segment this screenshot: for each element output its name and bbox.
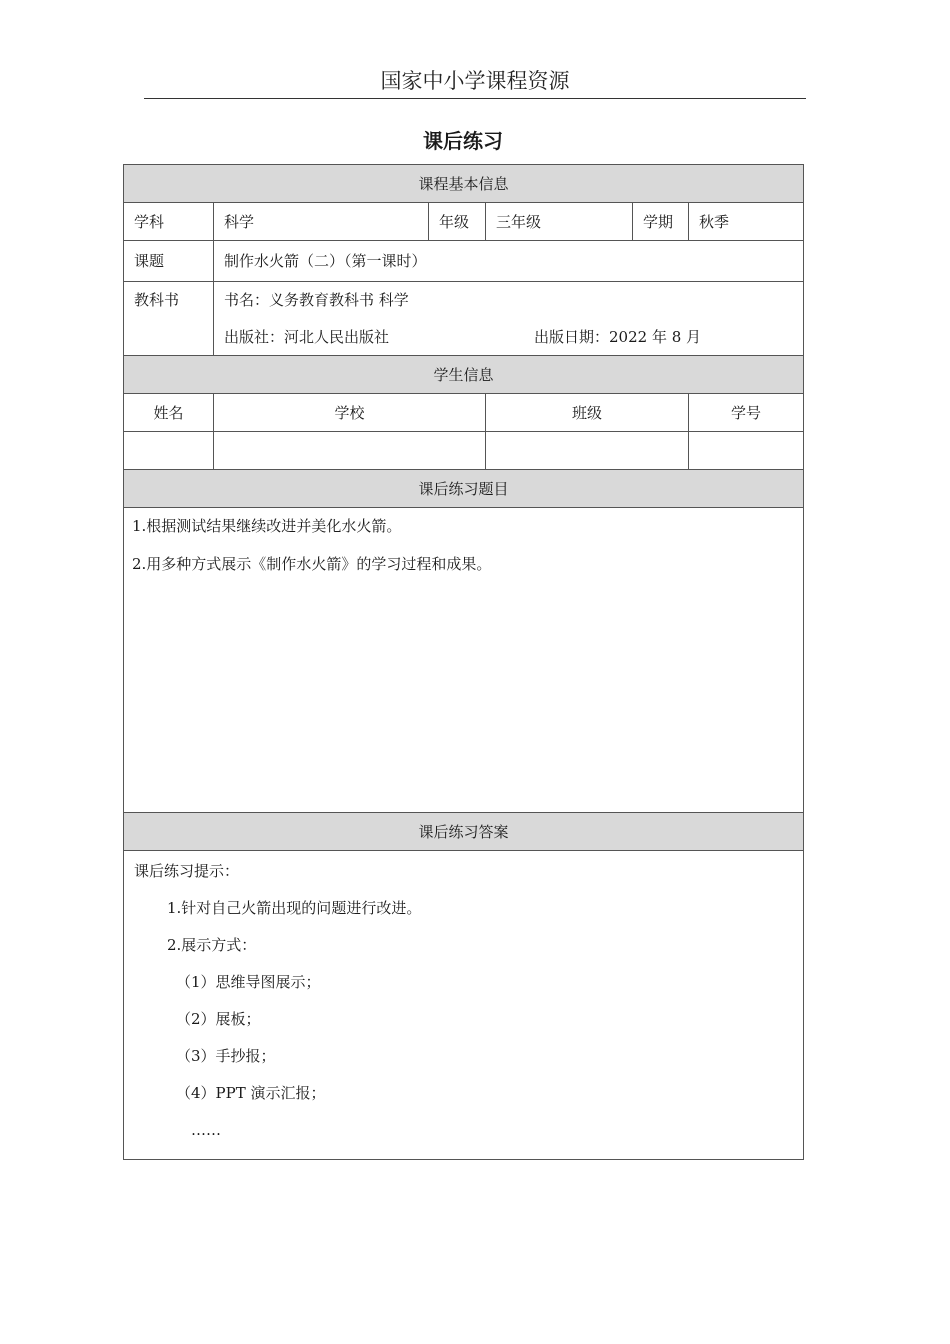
student-class-header: 班级 <box>486 394 689 432</box>
textbook-publish-info <box>224 327 793 347</box>
answer-ellipsis: …… <box>191 1121 221 1139</box>
answer-line: （2）展板； <box>176 1010 261 1028</box>
subject-label: 学科 <box>124 203 214 241</box>
answer-line: 1.针对自己火箭出现的问题进行改进。 <box>167 899 422 917</box>
exercises-content <box>124 508 804 813</box>
answers-body-row <box>124 851 804 1160</box>
textbook-label: 教科书 <box>124 282 214 356</box>
course-info-section-title: 课程基本信息 <box>124 165 804 203</box>
student-class-field[interactable] <box>486 432 689 470</box>
worksheet-table <box>123 164 804 1160</box>
exercises-body-row <box>124 508 804 813</box>
student-info-section-title: 学生信息 <box>124 356 804 394</box>
topic-row <box>124 241 804 282</box>
student-info-header-row <box>124 356 804 394</box>
page-header-title: 国家中小学课程资源 <box>380 69 570 93</box>
grade-label: 年级 <box>429 203 486 241</box>
answers-header-row <box>124 813 804 851</box>
exercise-item: 2.用多种方式展示《制作水火箭》的学习过程和成果。 <box>132 555 492 573</box>
answers-section-title: 课后练习答案 <box>124 813 804 851</box>
student-school-header: 学校 <box>214 394 486 432</box>
answer-line: （3）手抄报； <box>176 1047 276 1065</box>
student-info-values-row <box>124 432 804 470</box>
course-info-header-row <box>124 165 804 203</box>
answer-line: （4）PPT 演示汇报； <box>176 1084 326 1102</box>
topic-value: 制作水火箭（二）（第一课时） <box>214 241 804 282</box>
subject-value: 科学 <box>214 203 429 241</box>
student-school-field[interactable] <box>214 432 486 470</box>
subject-grade-term-row <box>124 203 804 241</box>
term-value: 秋季 <box>689 203 804 241</box>
student-id-field[interactable] <box>689 432 804 470</box>
topic-label: 课题 <box>124 241 214 282</box>
exercises-section-title: 课后练习题目 <box>124 470 804 508</box>
student-name-header: 姓名 <box>124 394 214 432</box>
publish-date: 出版日期：2022 年 8 月 <box>534 328 702 346</box>
student-info-columns-row <box>124 394 804 432</box>
textbook-row <box>124 282 804 356</box>
document-title: 课后练习 <box>423 129 503 153</box>
student-name-field[interactable] <box>124 432 214 470</box>
grade-value: 三年级 <box>486 203 633 241</box>
publisher: 出版社：河北人民出版社 <box>224 328 390 346</box>
exercise-item: 1.根据测试结果继续改进并美化水火箭。 <box>132 517 402 535</box>
answer-line: （1）思维导图展示； <box>176 973 321 991</box>
header-divider <box>144 98 806 99</box>
term-label: 学期 <box>633 203 689 241</box>
answers-content <box>124 851 804 1160</box>
textbook-name: 书名：义务教育教科书 科学 <box>224 291 409 309</box>
answer-line: 课后练习提示： <box>134 862 240 880</box>
answer-line: 2.展示方式： <box>167 936 257 954</box>
textbook-details <box>214 282 804 356</box>
exercises-header-row <box>124 470 804 508</box>
student-id-header: 学号 <box>689 394 804 432</box>
